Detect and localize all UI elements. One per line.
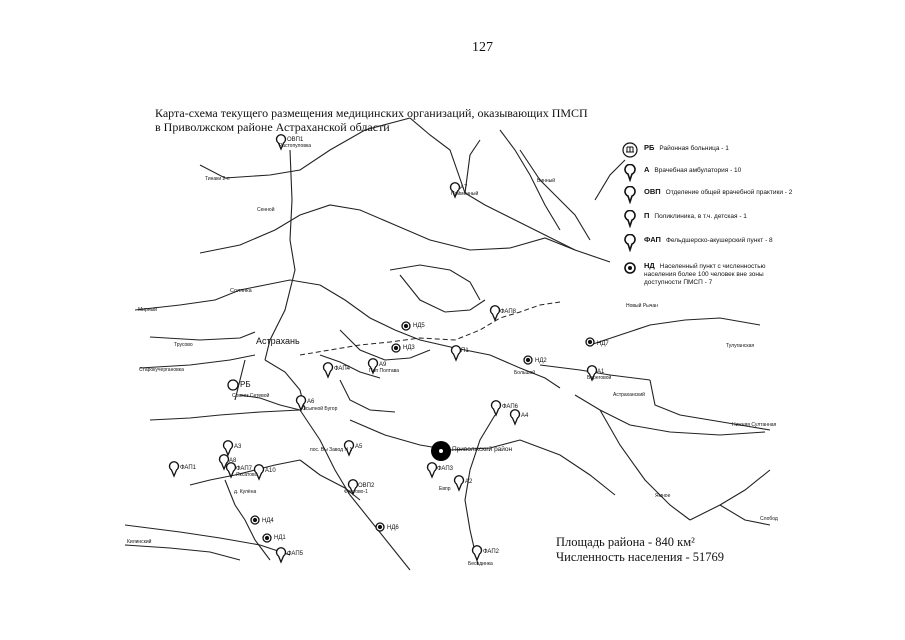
facility-label-a5: А5	[355, 444, 363, 450]
facility-label-nd2: НД2	[535, 358, 547, 364]
facility-label-a9: А9	[379, 362, 387, 368]
population-text: Численность населения - 51769	[556, 550, 724, 564]
road-line	[135, 280, 320, 310]
facility-label-fap3: ФАП3	[437, 466, 454, 472]
pin-p1	[452, 346, 461, 360]
place-label-kozhna: д. Кулёна	[234, 489, 257, 495]
road-line	[595, 160, 625, 200]
facility-label-fap8: ФАП8	[500, 309, 517, 315]
pin-a3	[224, 441, 233, 455]
place-label-astrakhan: Астрахань	[256, 336, 300, 346]
pin-fap3	[428, 463, 437, 477]
facility-label-ovp1: ОВП1	[287, 137, 304, 143]
map-title: Карта-схема текущего размещения медицинских организаций, оказывающих ПМСП в Приволжском районе Астраханской области	[155, 106, 588, 134]
facility-label-a7: А7	[460, 185, 468, 191]
facility-label-fap5: ФАП5	[287, 551, 304, 557]
road-line	[150, 332, 255, 340]
place-label-zavody: пос. Вы Завод N 1	[310, 447, 353, 453]
road-line	[575, 395, 765, 435]
facility-label-a3: А3	[234, 444, 242, 450]
road-line	[455, 348, 560, 388]
place-label-evro: Евпр	[439, 486, 451, 492]
road-line	[400, 275, 485, 312]
road-line	[465, 415, 495, 565]
place-label-sovetsky: Совхоз Сетевой	[232, 393, 270, 399]
road-line	[125, 545, 240, 560]
pin-fap6	[492, 401, 501, 415]
road-line	[520, 440, 615, 495]
pin-fap5	[277, 548, 286, 562]
district-border	[300, 302, 560, 355]
target-dot-nd2	[527, 359, 530, 362]
facility-label-nd1: НД1	[274, 535, 286, 541]
place-label-bolshoy: Большой	[514, 370, 536, 376]
road-line	[410, 118, 465, 193]
facility-label-fap7: ФАП7	[236, 466, 253, 472]
facility-label-nd5: НД5	[413, 323, 425, 329]
target-dot-nd6	[379, 526, 382, 529]
facility-label-fap2: ФАП2	[483, 549, 500, 555]
place-label-nizhnyaya: Нижняя Султанная	[732, 422, 777, 428]
road-line	[600, 410, 690, 520]
place-label-novy-rychan: Новый Рычан	[626, 303, 658, 309]
road-line	[340, 380, 395, 412]
place-label-sloby: Слобод	[760, 516, 778, 522]
pin-fap2	[472, 546, 481, 560]
place-label-mirny: Мирный	[138, 307, 157, 313]
road-line	[590, 318, 760, 345]
facility-label-nd4: НД4	[262, 518, 274, 524]
facility-label-p1: П1	[461, 348, 469, 354]
road-line	[390, 265, 480, 300]
place-label-osypnoy: Осыпной Бугор	[302, 406, 338, 412]
district-stats	[556, 535, 724, 565]
place-label-sennoy: Сенной	[257, 207, 275, 213]
facility-label-nd6: НД6	[387, 525, 399, 531]
target-dot-nd3	[395, 347, 398, 350]
place-label-pomyty: Пойменный	[451, 191, 479, 197]
place-label-besedino: Бесединка	[468, 561, 493, 567]
road-line	[265, 150, 295, 360]
facility-label-a1: А1	[597, 369, 605, 375]
place-label-v-poltava: Поп Полтава	[369, 368, 400, 374]
facility-label-fap1: ФАП1	[180, 465, 197, 471]
facility-label-fap4: ФАП4	[334, 366, 351, 372]
facility-label-rb: РБ	[240, 380, 251, 389]
pin-fap4	[323, 363, 332, 377]
pin-fap8	[490, 306, 499, 320]
pin-fap1	[169, 462, 178, 476]
target-icon	[622, 260, 640, 278]
hospital-marker-rb	[228, 380, 238, 390]
place-label-astrakhanskoe: Астраханский	[613, 392, 645, 398]
road-line	[150, 410, 300, 420]
pin-a4	[511, 410, 520, 424]
facility-label-nd7: НД7	[597, 341, 609, 347]
hospital-icon	[622, 142, 640, 160]
area-text: Площадь района - 840 км²	[556, 535, 695, 549]
facility-label-a6: А6	[307, 399, 315, 405]
target-dot-nd7	[589, 341, 592, 344]
target-dot-nd5	[405, 325, 408, 328]
map-pin-icon	[622, 164, 640, 182]
pin-a2	[454, 476, 463, 490]
place-label-tinaki: Тинаки 2-е	[205, 176, 230, 182]
place-label-privolzhsky: Приволжский район	[452, 446, 513, 453]
road-line	[200, 205, 610, 262]
place-label-starokuch: Старокучергановка	[139, 367, 184, 373]
facility-label-a4: А4	[521, 413, 529, 419]
map-pin-icon	[622, 234, 640, 252]
road-line	[340, 330, 430, 360]
facility-label-fap6: ФАП6	[502, 404, 519, 410]
place-label-yaksatovo: Яксатово	[236, 472, 258, 478]
road-line	[520, 150, 590, 240]
place-label-kilinskiy: Килинский	[127, 539, 152, 545]
map-pin-icon	[622, 210, 640, 228]
place-label-trusovo: Трусово	[174, 342, 193, 348]
map-pin-icon	[622, 186, 640, 204]
road-line	[690, 470, 770, 520]
page-number: 127	[472, 40, 493, 55]
road-line	[720, 505, 770, 525]
facility-label-a2: А2	[465, 479, 473, 485]
place-label-tree: Растопуловка	[279, 143, 312, 149]
place-label-solyanka: Солянка	[230, 288, 252, 294]
facility-label-ovp2: ОВП2	[358, 483, 375, 489]
place-label-vinny: Винный	[537, 178, 556, 184]
target-dot-nd1	[266, 537, 269, 540]
place-label-yamnoe: Ямное	[655, 493, 671, 499]
road-line	[465, 193, 575, 250]
place-label-berezovka: Береговой	[587, 375, 612, 381]
facility-label-a10: А10	[265, 468, 276, 474]
place-label-fun: Фунтово-1	[344, 489, 368, 495]
facility-label-nd3: НД3	[403, 345, 415, 351]
target-dot-nd4	[254, 519, 257, 522]
facility-label-a8: А8	[229, 458, 237, 464]
place-label-tulugan: Тулуганская	[726, 343, 755, 349]
